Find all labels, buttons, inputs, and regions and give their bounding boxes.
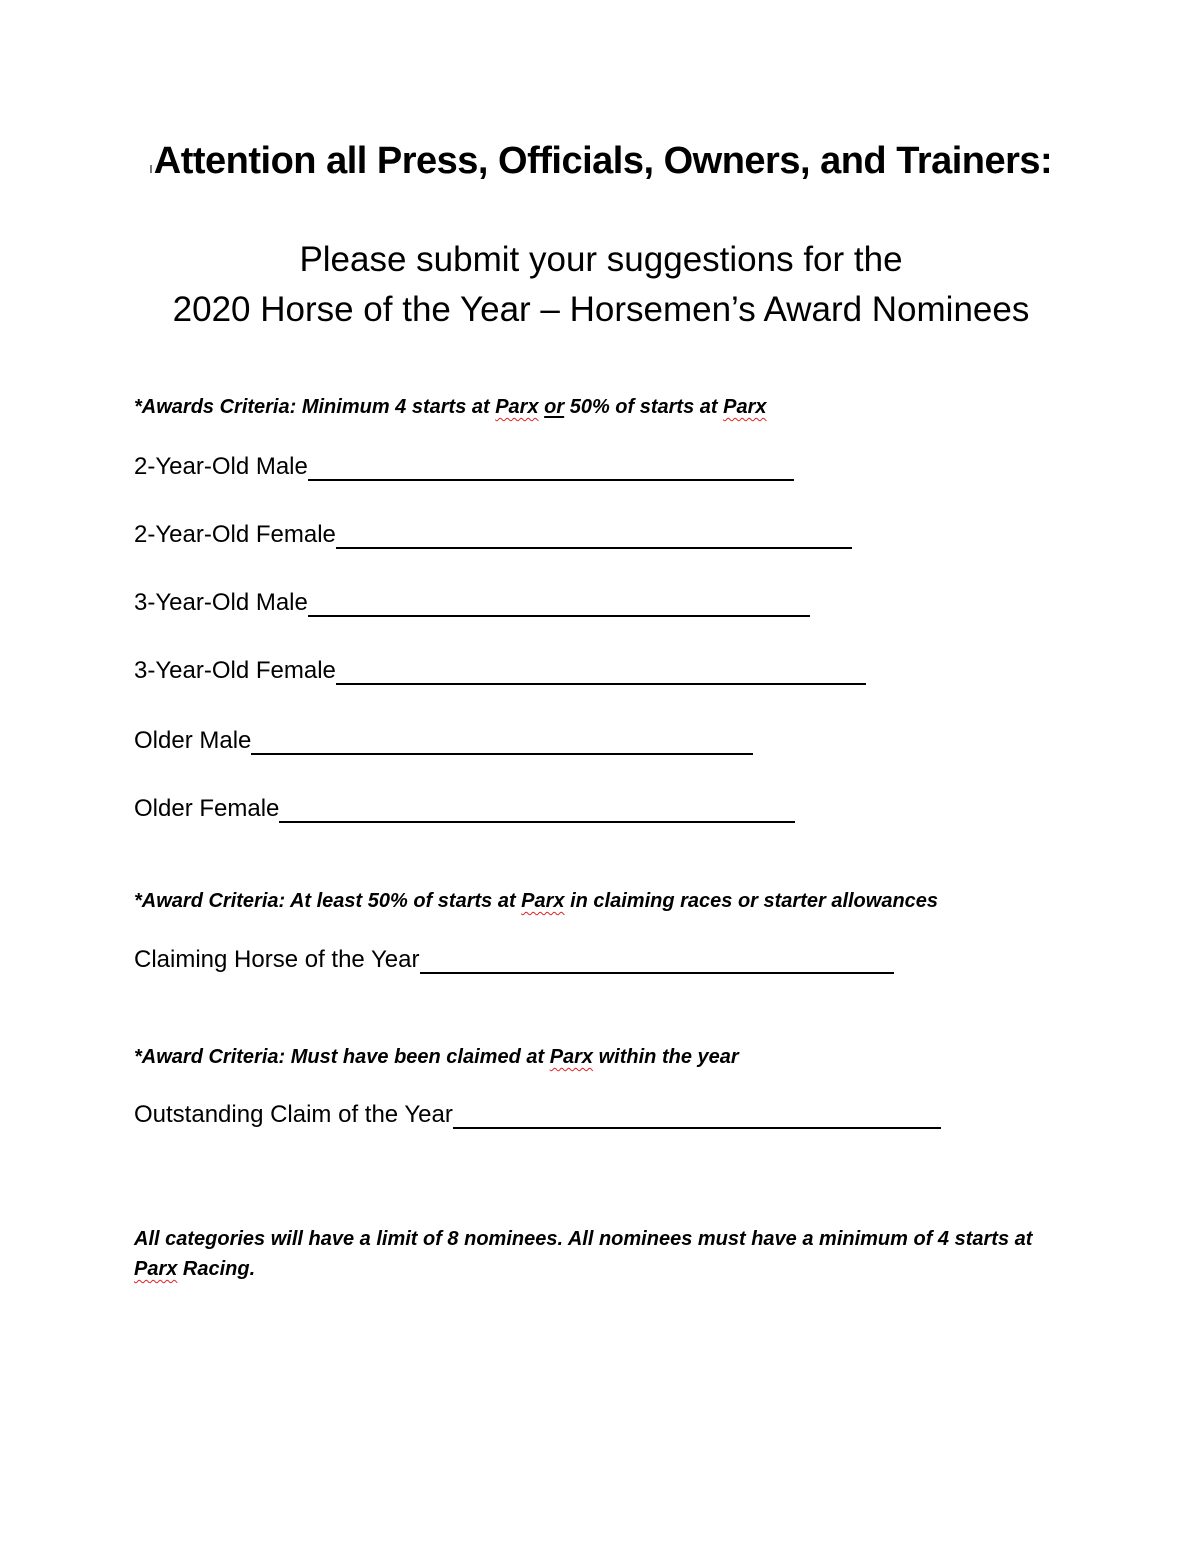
- blank-line[interactable]: [453, 1105, 941, 1129]
- blank-line[interactable]: [336, 525, 852, 549]
- award-criteria-3: [134, 1046, 739, 1069]
- blank-line[interactable]: [420, 950, 894, 974]
- field-label: Outstanding Claim of the Year: [134, 1101, 453, 1128]
- criteria-text: in claiming races or starter allowances: [564, 890, 939, 912]
- field-label: 3-Year-Old Female: [134, 657, 336, 684]
- subtitle-line-2: 2020 Horse of the Year – Horsemen’s Award Nominees: [172, 290, 1030, 329]
- field-label: Claiming Horse of the Year: [134, 946, 420, 973]
- or-word: or: [544, 396, 565, 418]
- page-title: [0, 140, 1202, 183]
- field-older-male[interactable]: [134, 727, 753, 755]
- awards-criteria-1: [134, 396, 766, 419]
- blank-line[interactable]: [251, 731, 753, 755]
- field-older-female[interactable]: [134, 795, 795, 823]
- criteria-text: within the year: [593, 1046, 739, 1068]
- criteria-text: *Award Criteria: Must have been claimed at: [134, 1046, 550, 1068]
- field-label: 3-Year-Old Male: [134, 589, 308, 616]
- field-label: Older Male: [134, 727, 252, 754]
- award-criteria-2: [134, 890, 938, 913]
- parx-word: Parx: [134, 1258, 178, 1280]
- parx-word: Parx: [521, 890, 565, 912]
- parx-word: Parx: [495, 396, 539, 418]
- subtitle-line-1: Please submit your suggestions for the: [299, 240, 903, 279]
- criteria-text: 50% of starts at: [564, 396, 724, 418]
- field-2yo-female[interactable]: [134, 521, 852, 549]
- parx-word: Parx: [723, 396, 767, 418]
- note-text: Racing.: [177, 1258, 256, 1280]
- parx-word: Parx: [549, 1046, 594, 1068]
- criteria-text: *Award Criteria: At least 50% of starts at: [134, 890, 522, 912]
- nominee-limit-note: [134, 1224, 1074, 1284]
- blank-line[interactable]: [308, 457, 794, 481]
- page-title-text: Attention all Press, Officials, Owners, and Trainers:: [153, 140, 1053, 182]
- field-3yo-male[interactable]: [134, 589, 810, 617]
- blank-line[interactable]: [308, 593, 810, 617]
- field-label: 2-Year-Old Male: [134, 453, 308, 480]
- criteria-text: *Awards Criteria: Minimum 4 starts at: [134, 396, 496, 418]
- field-claiming-horse[interactable]: [134, 946, 894, 974]
- blank-line[interactable]: [336, 661, 866, 685]
- field-2yo-male[interactable]: [134, 453, 794, 481]
- field-3yo-female[interactable]: [134, 657, 866, 685]
- cursor-mark: [150, 165, 152, 173]
- field-label: 2-Year-Old Female: [134, 521, 336, 548]
- field-label: Older Female: [134, 795, 280, 822]
- field-outstanding-claim[interactable]: [134, 1101, 941, 1129]
- note-text: All categories will have a limit of 8 nominees. All nominees must have a minimum of 4 starts at: [134, 1228, 1033, 1250]
- blank-line[interactable]: [279, 799, 795, 823]
